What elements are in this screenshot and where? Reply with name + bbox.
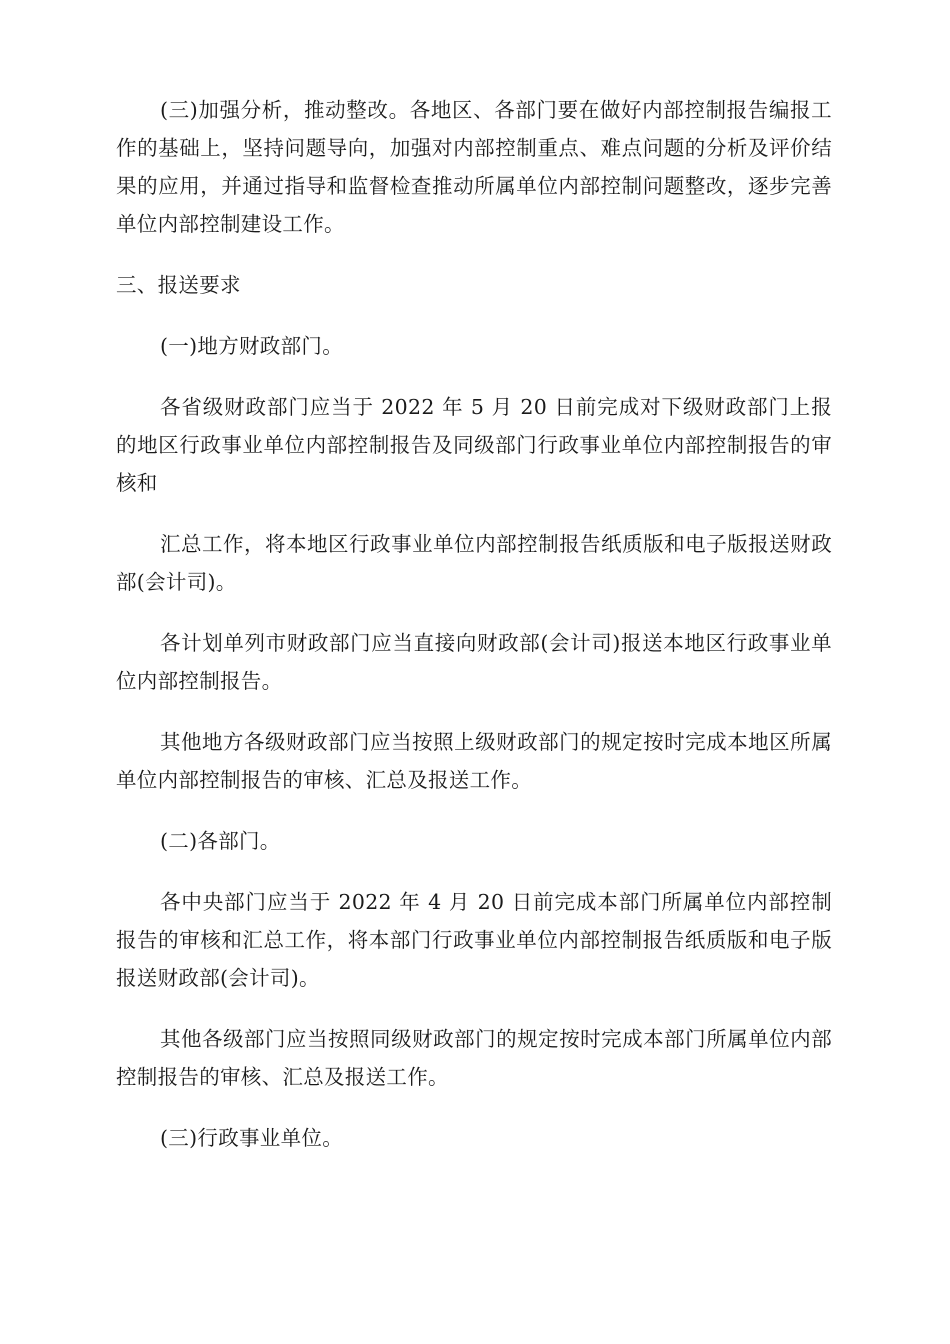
paragraph-central-departments: 各中央部门应当于 2022 年 4 月 20 日前完成本部门所属单位内部控制报告的审核和汇总工作，将本部门行政事业单位内部控制报告纸质版和电子版报送财政部(会计司)。 xyxy=(116,890,832,990)
document-page xyxy=(116,91,832,1157)
paragraph-other-local-finance: 其他地方各级财政部门应当按照上级财政部门的规定按时完成本地区所属单位内部控制报告的审核、汇总及报送工作。 xyxy=(116,730,832,792)
subheading-local-finance-departments: (一)地方财政部门。 xyxy=(160,334,343,358)
paragraph-summary-work: 汇总工作，将本地区行政事业单位内部控制报告纸质版和电子版报送财政部(会计司)。 xyxy=(116,532,832,594)
paragraph-planned-cities: 各计划单列市财政部门应当直接向财政部(会计司)报送本地区行政事业单位内部控制报告。 xyxy=(116,631,832,693)
paragraph-other-departments: 其他各级部门应当按照同级财政部门的规定按时完成本部门所属单位内部控制报告的审核、汇总及报送工作。 xyxy=(116,1027,832,1089)
paragraph-provincial-finance: 各省级财政部门应当于 2022 年 5 月 20 日前完成对下级财政部门上报的地区行政事业单位内部控制报告及同级部门行政事业单位内部控制报告的审核和 xyxy=(116,395,832,495)
paragraph-strengthen-analysis: (三)加强分析，推动整改。各地区、各部门要在做好内部控制报告编报工作的基础上，坚持问题导向，加强对内部控制重点、难点问题的分析及评价结果的应用，并通过指导和监督检查推动所属单位内部控制问题整改，逐步完善单位内部控制建设工作。 xyxy=(116,98,832,236)
section-heading-submission-requirements: 三、报送要求 xyxy=(116,273,241,297)
subheading-departments: (二)各部门。 xyxy=(160,829,281,853)
subheading-administrative-units: (三)行政事业单位。 xyxy=(160,1126,343,1150)
